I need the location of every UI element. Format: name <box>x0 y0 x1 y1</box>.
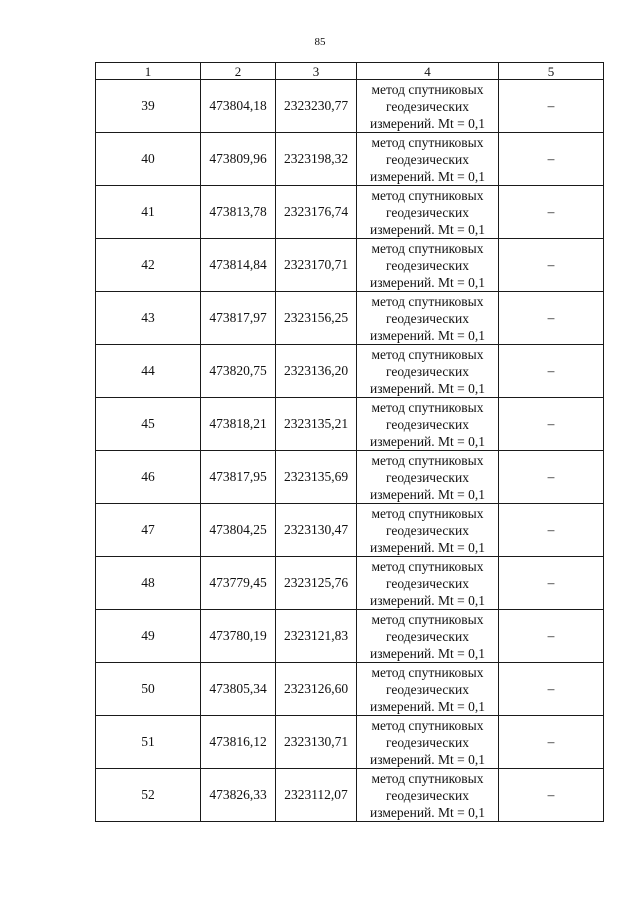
column-header-1: 1 <box>96 63 201 80</box>
x-coordinate-cell: 473805,34 <box>201 663 276 716</box>
table-row <box>96 292 604 345</box>
point-number-cell: 49 <box>96 610 201 663</box>
table-row <box>96 239 604 292</box>
y-coordinate-cell: 2323126,60 <box>276 663 357 716</box>
method-cell <box>357 345 499 398</box>
method-text-line: измерений. Mt = 0,1 <box>369 751 486 767</box>
method-text-line: метод спутниковых <box>371 293 484 309</box>
method-text-line: метод спутниковых <box>371 611 484 627</box>
y-coordinate-cell: 2323121,83 <box>276 610 357 663</box>
method-text-line: измерений. Mt = 0,1 <box>369 592 486 608</box>
y-coordinate-cell: 2323176,74 <box>276 186 357 239</box>
table-row <box>96 451 604 504</box>
table-row <box>96 186 604 239</box>
point-number-cell: 47 <box>96 504 201 557</box>
point-number-cell: 41 <box>96 186 201 239</box>
error-cell: – <box>499 133 604 186</box>
method-text-line: измерений. Mt = 0,1 <box>369 221 486 237</box>
method-cell <box>357 239 499 292</box>
y-coordinate-cell: 2323135,69 <box>276 451 357 504</box>
table-row <box>96 610 604 663</box>
error-cell: – <box>499 239 604 292</box>
point-number-cell: 52 <box>96 769 201 822</box>
page-number: 85 <box>314 36 326 48</box>
method-cell <box>357 557 499 610</box>
y-coordinate-cell: 2323125,76 <box>276 557 357 610</box>
point-number-cell: 44 <box>96 345 201 398</box>
method-cell <box>357 716 499 769</box>
x-coordinate-cell: 473816,12 <box>201 716 276 769</box>
table-row <box>96 557 604 610</box>
error-cell: – <box>499 504 604 557</box>
method-text-line: метод спутниковых <box>371 505 484 521</box>
table-body <box>96 80 604 822</box>
table-row <box>96 80 604 133</box>
x-coordinate-cell: 473804,18 <box>201 80 276 133</box>
method-text-line: геодезических <box>386 416 469 432</box>
y-coordinate-cell: 2323198,32 <box>276 133 357 186</box>
method-text-line: геодезических <box>386 310 469 326</box>
x-coordinate-cell: 473817,95 <box>201 451 276 504</box>
method-cell <box>357 663 499 716</box>
method-text-line: измерений. Mt = 0,1 <box>369 539 486 555</box>
x-coordinate-cell: 473817,97 <box>201 292 276 345</box>
error-cell: – <box>499 451 604 504</box>
point-number-cell: 43 <box>96 292 201 345</box>
method-text-line: геодезических <box>386 787 469 803</box>
method-text-line: метод спутниковых <box>371 399 484 415</box>
y-coordinate-cell: 2323130,71 <box>276 716 357 769</box>
table-row <box>96 769 604 822</box>
method-text-line: измерений. Mt = 0,1 <box>369 274 486 290</box>
point-number-cell: 39 <box>96 80 201 133</box>
point-number-cell: 46 <box>96 451 201 504</box>
error-cell: – <box>499 80 604 133</box>
table-row <box>96 663 604 716</box>
coordinates-table <box>95 62 604 822</box>
table-row <box>96 504 604 557</box>
method-text-line: измерений. Mt = 0,1 <box>369 168 486 184</box>
method-text-line: геодезических <box>386 734 469 750</box>
method-cell <box>357 292 499 345</box>
method-text-line: метод спутниковых <box>371 240 484 256</box>
y-coordinate-cell: 2323156,25 <box>276 292 357 345</box>
error-cell: – <box>499 186 604 239</box>
y-coordinate-cell: 2323112,07 <box>276 769 357 822</box>
method-text-line: геодезических <box>386 469 469 485</box>
method-cell <box>357 398 499 451</box>
error-cell: – <box>499 345 604 398</box>
method-text-line: метод спутниковых <box>371 134 484 150</box>
method-cell <box>357 769 499 822</box>
point-number-cell: 50 <box>96 663 201 716</box>
error-cell: – <box>499 557 604 610</box>
x-coordinate-cell: 473809,96 <box>201 133 276 186</box>
column-header-5: 5 <box>499 63 604 80</box>
error-cell: – <box>499 610 604 663</box>
method-text-line: метод спутниковых <box>371 717 484 733</box>
method-text-line: геодезических <box>386 575 469 591</box>
method-cell <box>357 133 499 186</box>
point-number-cell: 42 <box>96 239 201 292</box>
method-text-line: геодезических <box>386 628 469 644</box>
method-text-line: измерений. Mt = 0,1 <box>369 486 486 502</box>
method-text-line: метод спутниковых <box>371 187 484 203</box>
method-text-line: геодезических <box>386 204 469 220</box>
table-row <box>96 345 604 398</box>
table-row <box>96 398 604 451</box>
point-number-cell: 40 <box>96 133 201 186</box>
method-text-line: измерений. Mt = 0,1 <box>369 380 486 396</box>
method-text-line: измерений. Mt = 0,1 <box>369 327 486 343</box>
x-coordinate-cell: 473779,45 <box>201 557 276 610</box>
method-cell <box>357 186 499 239</box>
x-coordinate-cell: 473804,25 <box>201 504 276 557</box>
method-text-line: метод спутниковых <box>371 770 484 786</box>
y-coordinate-cell: 2323135,21 <box>276 398 357 451</box>
method-text-line: метод спутниковых <box>371 346 484 362</box>
point-number-cell: 45 <box>96 398 201 451</box>
method-text-line: метод спутниковых <box>371 81 484 97</box>
error-cell: – <box>499 663 604 716</box>
column-header-4: 4 <box>357 63 499 80</box>
method-text-line: измерений. Mt = 0,1 <box>369 698 486 714</box>
method-cell <box>357 451 499 504</box>
method-text-line: измерений. Mt = 0,1 <box>369 433 486 449</box>
y-coordinate-cell: 2323170,71 <box>276 239 357 292</box>
point-number-cell: 51 <box>96 716 201 769</box>
method-cell <box>357 80 499 133</box>
method-text-line: геодезических <box>386 363 469 379</box>
y-coordinate-cell: 2323230,77 <box>276 80 357 133</box>
column-header-2: 2 <box>201 63 276 80</box>
method-text-line: геодезических <box>386 151 469 167</box>
table-row <box>96 716 604 769</box>
x-coordinate-cell: 473780,19 <box>201 610 276 663</box>
method-text-line: измерений. Mt = 0,1 <box>369 115 486 131</box>
table-header-row <box>96 63 604 80</box>
method-cell <box>357 504 499 557</box>
x-coordinate-cell: 473818,21 <box>201 398 276 451</box>
y-coordinate-cell: 2323136,20 <box>276 345 357 398</box>
x-coordinate-cell: 473813,78 <box>201 186 276 239</box>
error-cell: – <box>499 716 604 769</box>
method-text-line: метод спутниковых <box>371 558 484 574</box>
method-cell <box>357 610 499 663</box>
method-text-line: геодезических <box>386 681 469 697</box>
method-text-line: метод спутниковых <box>371 664 484 680</box>
error-cell: – <box>499 292 604 345</box>
point-number-cell: 48 <box>96 557 201 610</box>
x-coordinate-cell: 473826,33 <box>201 769 276 822</box>
x-coordinate-cell: 473820,75 <box>201 345 276 398</box>
method-text-line: геодезических <box>386 522 469 538</box>
method-text-line: метод спутниковых <box>371 452 484 468</box>
method-text-line: геодезических <box>386 98 469 114</box>
error-cell: – <box>499 398 604 451</box>
error-cell: – <box>499 769 604 822</box>
method-text-line: измерений. Mt = 0,1 <box>369 804 486 820</box>
method-text-line: измерений. Mt = 0,1 <box>369 645 486 661</box>
y-coordinate-cell: 2323130,47 <box>276 504 357 557</box>
x-coordinate-cell: 473814,84 <box>201 239 276 292</box>
column-header-3: 3 <box>276 63 357 80</box>
table-row <box>96 133 604 186</box>
method-text-line: геодезических <box>386 257 469 273</box>
